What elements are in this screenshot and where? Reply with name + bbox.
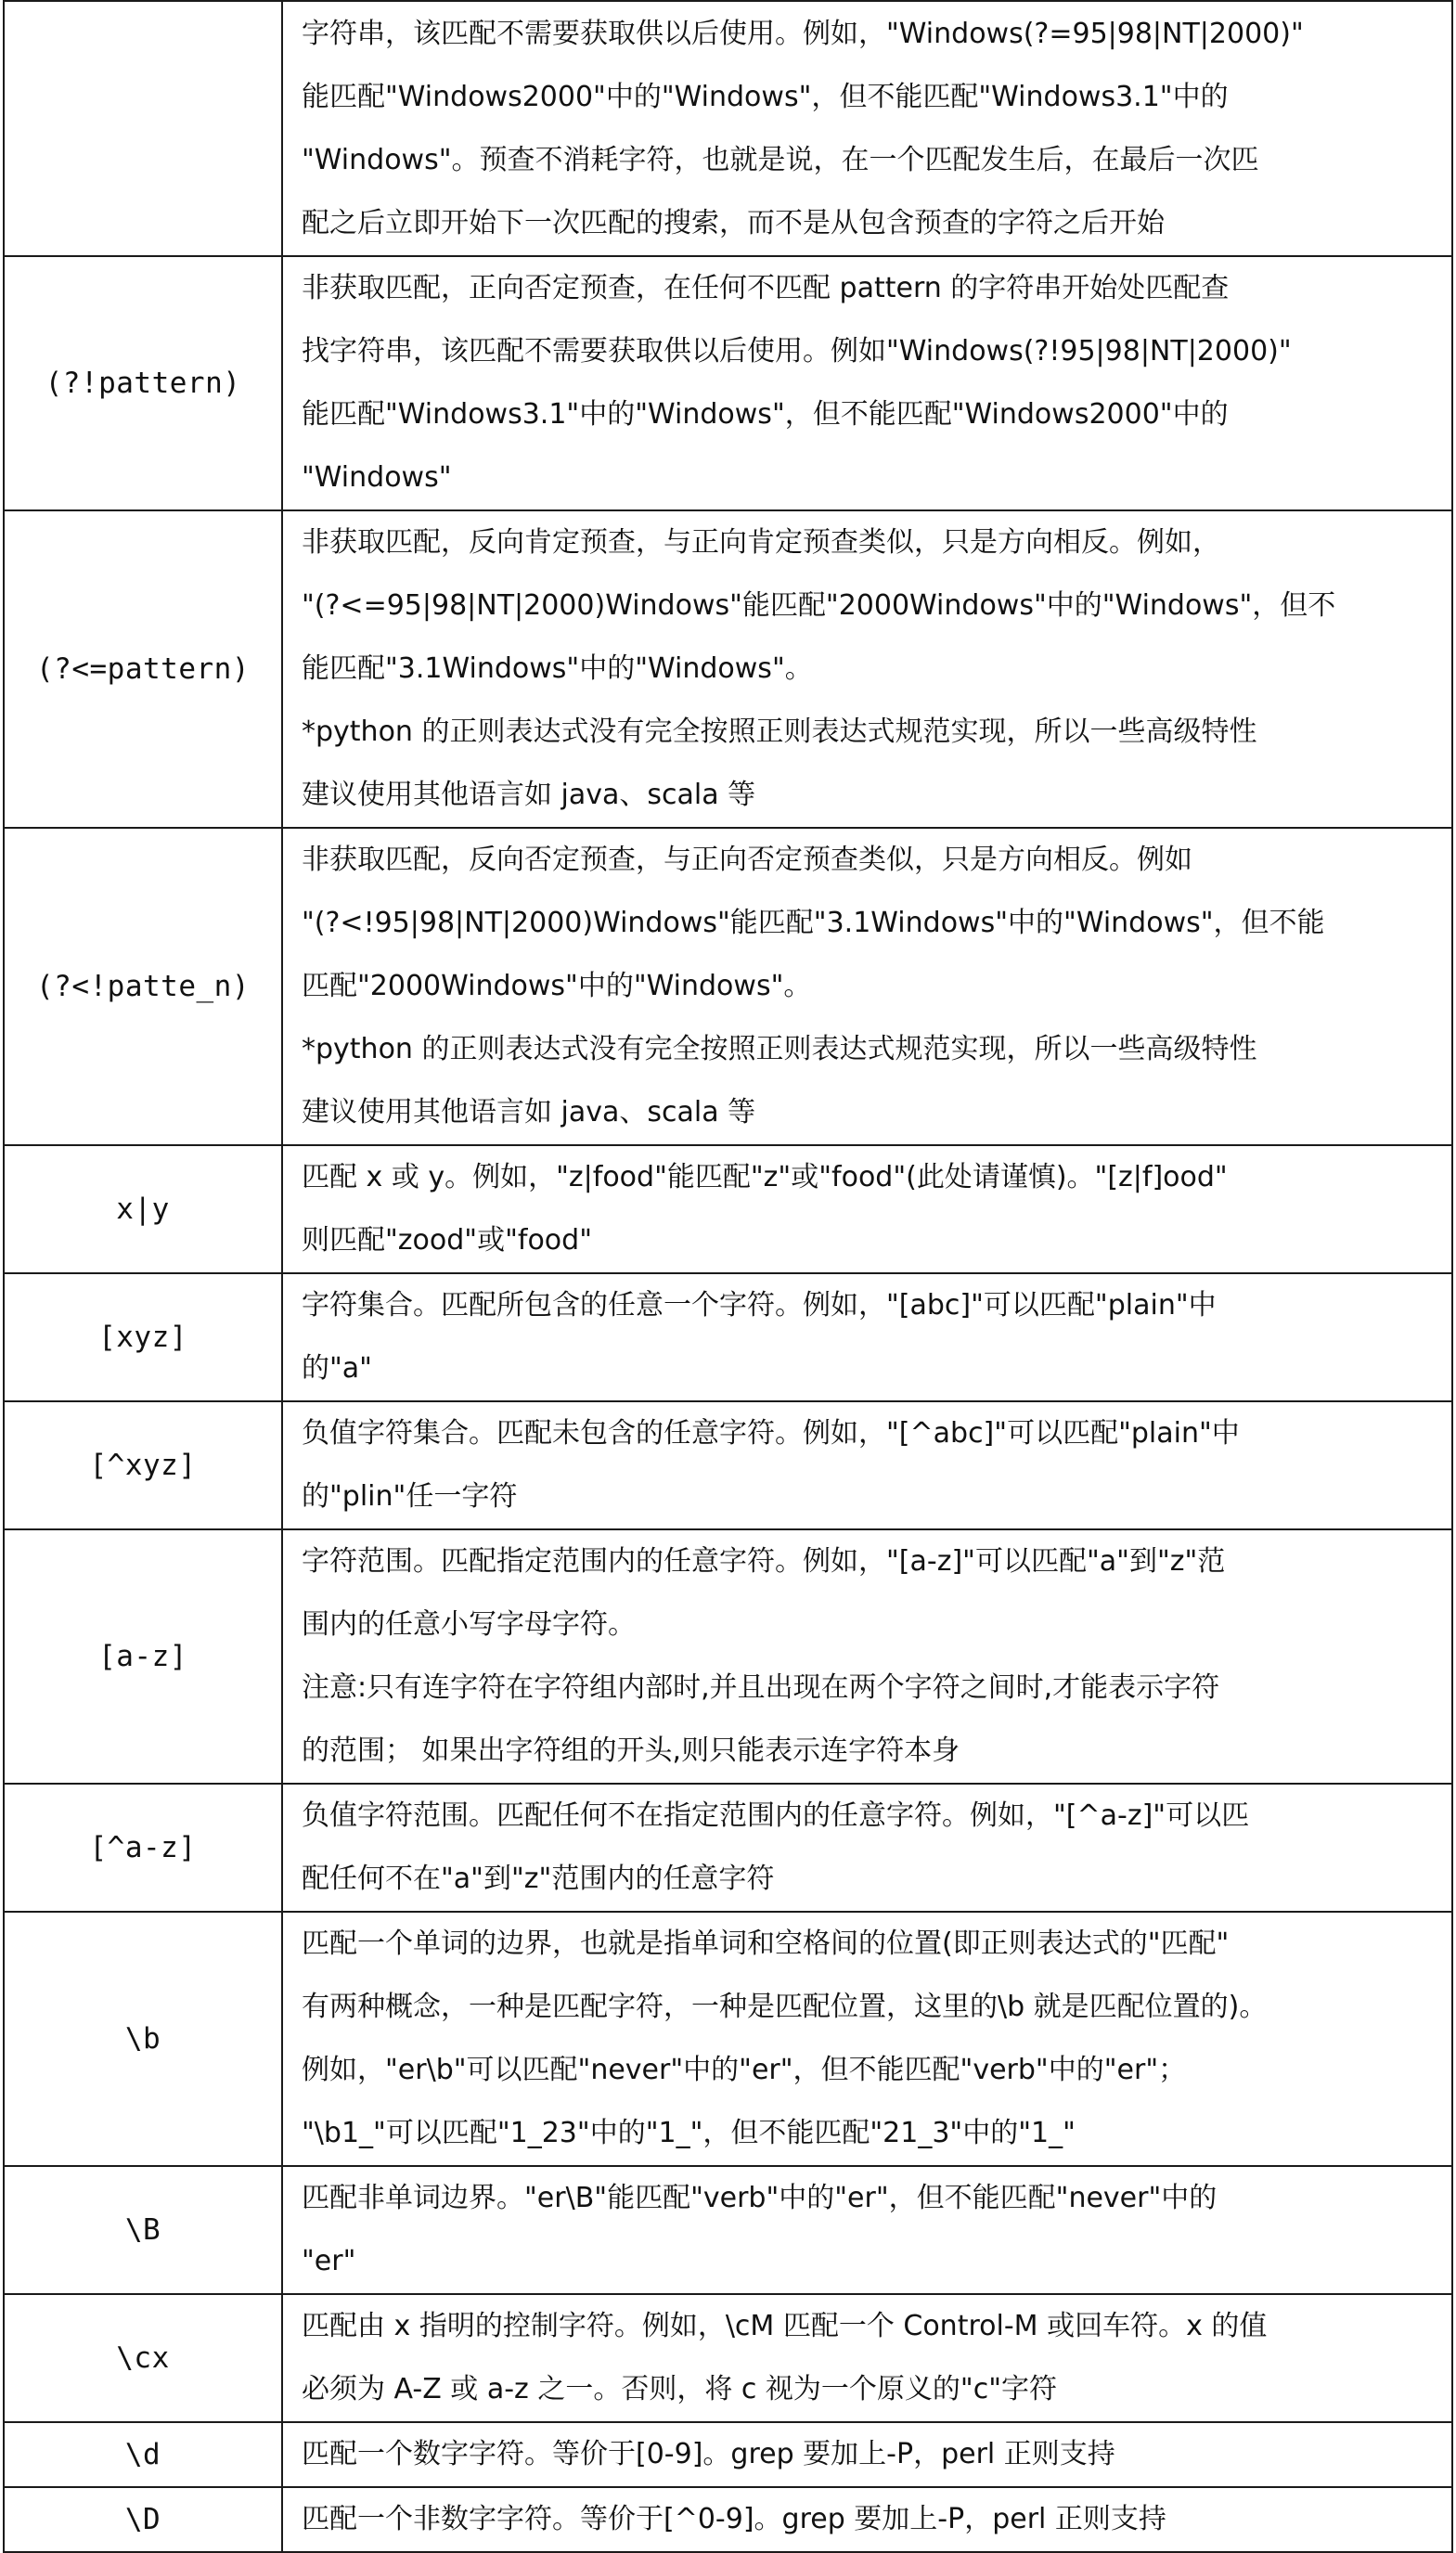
syntax-cell: [a-z] [4, 1529, 282, 1784]
description-line: 能匹配"Windows3.1"中的"Windows"，但不能匹配"Windows2000"中的 [302, 398, 1229, 431]
description-line: 必须为 A-Z 或 a-z 之一。否则，将 c 视为一个原义的"c"字符 [302, 2373, 1057, 2405]
description-line: 负值字符集合。匹配未包含的任意字符。例如，"[^abc]"可以匹配"plain"中 [302, 1417, 1240, 1450]
table-body [4, 1, 1452, 2552]
description-line: 围内的任意小写字母字符。 [302, 1608, 636, 1641]
description-line: "(?<=95|98|NT|2000)Windows"能匹配"2000Windows"中的"Windows"，但不 [302, 589, 1336, 622]
description-line: 能匹配"Windows2000"中的"Windows"，但不能匹配"Windows3.1"中的 [302, 80, 1229, 113]
description-line: 例如，"er\b"可以匹配"never"中的"er"，但不能匹配"verb"中的"er"； [302, 2054, 1187, 2086]
description-cell [282, 2166, 1452, 2294]
description-cell [282, 2422, 1452, 2487]
table-row [4, 256, 1452, 510]
description-line: 负值字符范围。匹配任何不在指定范围内的任意字符。例如，"[^a-z]"可以匹 [302, 1799, 1250, 1832]
syntax-cell: (?<=pattern) [4, 510, 282, 828]
table-row [4, 1912, 1452, 2166]
description-line: 找字符串，该匹配不需要获取供以后使用。例如"Windows(?!95|98|NT|2000)" [302, 335, 1292, 367]
description-line: 非获取匹配，反向否定预查，与正向否定预查类似，只是方向相反。例如 [302, 844, 1192, 876]
description-line: 有两种概念，一种是匹配字符，一种是匹配位置，这里的\b 就是匹配位置的)。 [302, 1991, 1268, 2023]
description-cell [282, 1, 1452, 256]
description-cell [282, 1273, 1452, 1401]
description-line: "\b1_"可以匹配"1_23"中的"1_"，但不能匹配"21_3"中的"1_" [302, 2117, 1076, 2149]
description-line: 匹配"2000Windows"中的"Windows"。 [302, 970, 812, 1002]
table-row [4, 2166, 1452, 2294]
description-line: 配任何不在"a"到"z"范围内的任意字符 [302, 1863, 775, 1895]
description-line: 注意:只有连字符在字符组内部时,并且出现在两个字符之间时,才能表示字符 [302, 1671, 1220, 1704]
description-line: 字符集合。匹配所包含的任意一个字符。例如，"[abc]"可以匹配"plain"中 [302, 1289, 1217, 1322]
description-line: *python 的正则表达式没有完全按照正则表达式规范实现，所以一些高级特性 [302, 716, 1257, 748]
description-cell [282, 1912, 1452, 2166]
description-line: 建议使用其他语言如 java、scala 等 [302, 779, 756, 811]
description-line: 匹配非单词边界。"er\B"能匹配"verb"中的"er"，但不能匹配"never"中的 [302, 2182, 1218, 2214]
description-cell [282, 2294, 1452, 2422]
syntax-cell: \d [4, 2422, 282, 2487]
description-line: *python 的正则表达式没有完全按照正则表达式规范实现，所以一些高级特性 [302, 1033, 1257, 1065]
syntax-cell [4, 1, 282, 256]
table-row [4, 1145, 1452, 1273]
table-row [4, 2487, 1452, 2552]
description-line: "er" [302, 2245, 356, 2277]
table-row [4, 828, 1452, 1145]
table-row [4, 1273, 1452, 1401]
syntax-cell: [^a-z] [4, 1784, 282, 1912]
description-line: 匹配一个单词的边界，也就是指单词和空格间的位置(即正则表达式的"匹配" [302, 1928, 1230, 1960]
description-line: 建议使用其他语言如 java、scala 等 [302, 1096, 756, 1128]
table-row [4, 1, 1452, 256]
table-row [4, 510, 1452, 828]
table-row [4, 1784, 1452, 1912]
description-line: 则匹配"zood"或"food" [302, 1224, 593, 1257]
regex-syntax-table [3, 0, 1453, 2553]
description-line: 的范围； 如果出字符组的开头,则只能表示连字符本身 [302, 1734, 960, 1767]
syntax-cell: (?<!patte_n) [4, 828, 282, 1145]
description-cell [282, 256, 1452, 510]
description-line: 配之后立即开始下一次匹配的搜索，而不是从包含预查的字符之后开始 [302, 206, 1165, 239]
description-cell [282, 1529, 1452, 1784]
syntax-cell: [^xyz] [4, 1401, 282, 1529]
description-line: 字符范围。匹配指定范围内的任意字符。例如，"[a-z]"可以匹配"a"到"z"范 [302, 1545, 1226, 1578]
syntax-cell: \B [4, 2166, 282, 2294]
table-row [4, 1529, 1452, 1784]
table-row [4, 2294, 1452, 2422]
description-cell [282, 510, 1452, 828]
description-line: 字符串，该匹配不需要获取供以后使用。例如，"Windows(?=95|98|NT|2000)" [302, 17, 1304, 50]
syntax-cell: \D [4, 2487, 282, 2552]
description-line: 匹配一个非数字字符。等价于[^0-9]。grep 要加上-P，perl 正则支持 [302, 2503, 1166, 2535]
description-line: 非获取匹配，正向否定预查，在任何不匹配 pattern 的字符串开始处匹配查 [302, 272, 1230, 304]
description-cell [282, 2487, 1452, 2552]
description-line: 的"a" [302, 1352, 372, 1385]
description-line: 匹配由 x 指明的控制字符。例如，\cM 匹配一个 Control-M 或回车符。x 的值 [302, 2310, 1268, 2342]
description-line: 能匹配"3.1Windows"中的"Windows"。 [302, 652, 813, 685]
description-line: 的"plin"任一字符 [302, 1480, 518, 1513]
description-cell [282, 1401, 1452, 1529]
syntax-cell: \cx [4, 2294, 282, 2422]
syntax-cell: [xyz] [4, 1273, 282, 1401]
syntax-cell: \b [4, 1912, 282, 2166]
description-line: "Windows" [302, 461, 452, 494]
description-line: 匹配一个数字字符。等价于[0-9]。grep 要加上-P，perl 正则支持 [302, 2438, 1115, 2470]
syntax-cell: (?!pattern) [4, 256, 282, 510]
description-line: 非获取匹配，反向肯定预查，与正向肯定预查类似，只是方向相反。例如， [302, 526, 1220, 559]
table-row [4, 1401, 1452, 1529]
description-line: 匹配 x 或 y。例如，"z|food"能匹配"z"或"food"(此处请谨慎)。"[z|f]ood" [302, 1161, 1228, 1193]
syntax-cell: x|y [4, 1145, 282, 1273]
table-row [4, 2422, 1452, 2487]
description-cell [282, 1145, 1452, 1273]
description-cell [282, 1784, 1452, 1912]
description-cell [282, 828, 1452, 1145]
description-line: "Windows"。预查不消耗字符，也就是说，在一个匹配发生后，在最后一次匹 [302, 143, 1259, 176]
description-line: "(?<!95|98|NT|2000)Windows"能匹配"3.1Windows"中的"Windows"，但不能 [302, 907, 1325, 939]
